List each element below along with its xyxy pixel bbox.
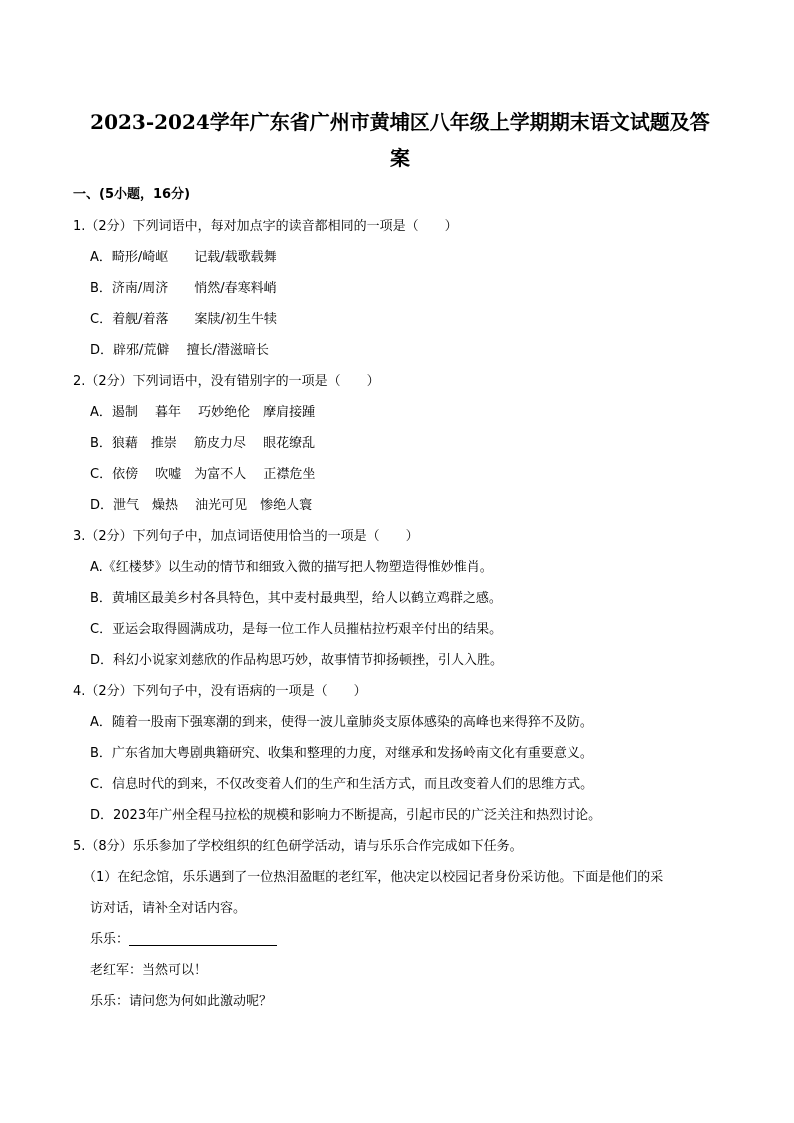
question-5 [73, 831, 733, 1017]
question-stem: 4.（2分）下列句子中，没有语病的一项是（ ） [73, 684, 367, 699]
option-a: A．随着一股南下强寒潮的到来，使得一波儿童肺炎支原体感染的高峰也来得猝不及防。 [90, 715, 593, 730]
option-c: C．依傍 吹嘘 为富不人 正襟危坐 [90, 467, 316, 482]
question-stem: 3.（2分）下列句子中，加点词语使用恰当的一项是（ ） [73, 529, 419, 544]
sub-question-1-cont: 访对话，请补全对话内容。 [90, 901, 247, 916]
option-d: D．科幻小说家刘慈欣的作品构思巧妙，故事情节抑扬顿挫，引人入胜。 [90, 653, 504, 668]
option-b: B．黄埔区最美乡村各具特色，其中麦村最典型，给人以鹤立鸡群之感。 [90, 591, 502, 606]
option-d: D．辟邪/荒僻 擅长/潜滋暗长 [90, 343, 269, 358]
question-1 [73, 211, 733, 366]
option-c: C．信息时代的到来，不仅改变着人们的生产和生活方式，而且改变着人们的思维方式。 [90, 777, 594, 792]
document-title-line2: 案 [390, 146, 410, 170]
questions-body [73, 211, 733, 1017]
option-b: B．广东省加大粤剧典籍研究、收集和整理的力度，对继承和发扬岭南文化有重要意义。 [90, 746, 593, 761]
option-a: A.《红楼梦》以生动的情节和细致入微的描写把人物塑造得惟妙惟肖。 [90, 560, 493, 575]
option-d: D．2023年广州全程马拉松的规模和影响力不断提高，引起市民的广泛关注和热烈讨论。 [90, 808, 602, 823]
section-heading: 一、(5小题，16分) [73, 187, 191, 202]
option-b: B．狼藉 推崇 筋皮力尽 眼花缭乱 [90, 436, 316, 451]
dialog-line-3 [73, 986, 733, 1017]
option-a: A．遏制 暮年 巧妙绝伦 摩肩接踵 [90, 405, 316, 420]
option-a: A．畸形/崎岖 记载/载歌载舞 [90, 250, 277, 265]
option-d: D．泄气 燥热 油光可见 惨绝人寰 [90, 498, 313, 513]
question-3 [73, 521, 733, 676]
sub-question-1: （1）在纪念馆，乐乐遇到了一位热泪盈眶的老红军，他决定以校园记者身份采访他。下面是他们的采 [83, 870, 664, 885]
question-stem: 1.（2分）下列词语中，每对加点字的读音都相同的一项是（ ） [73, 219, 458, 234]
question-stem: 5.（8分）乐乐参加了学校组织的红色研学活动，请与乐乐合作完成如下任务。 [73, 839, 523, 854]
question-4 [73, 676, 733, 831]
speaker: 老红军： [90, 963, 143, 978]
option-c: C．着舰/着落 案牍/初生牛犊 [90, 312, 277, 327]
dialog-line-2 [73, 955, 733, 986]
answer-blank[interactable] [129, 931, 277, 946]
question-2 [73, 366, 733, 521]
document-title-line1: 2023-2024学年广东省广州市黄埔区八年级上学期期末语文试题及答 [90, 110, 710, 134]
dialog-text: 请问您为何如此激动呢？ [129, 994, 273, 1009]
dialog-text: 当然可以！ [142, 963, 208, 978]
option-c: C．亚运会取得圆满成功，是每一位工作人员摧枯拉朽艰辛付出的结果。 [90, 622, 503, 637]
speaker: 乐乐： [90, 932, 130, 947]
option-b: B．济南/周济 悄然/春寒料峭 [90, 281, 277, 296]
speaker: 乐乐： [90, 994, 130, 1009]
dialog-line-1 [73, 924, 733, 955]
question-stem: 2.（2分）下列词语中，没有错别字的一项是（ ） [73, 374, 380, 389]
